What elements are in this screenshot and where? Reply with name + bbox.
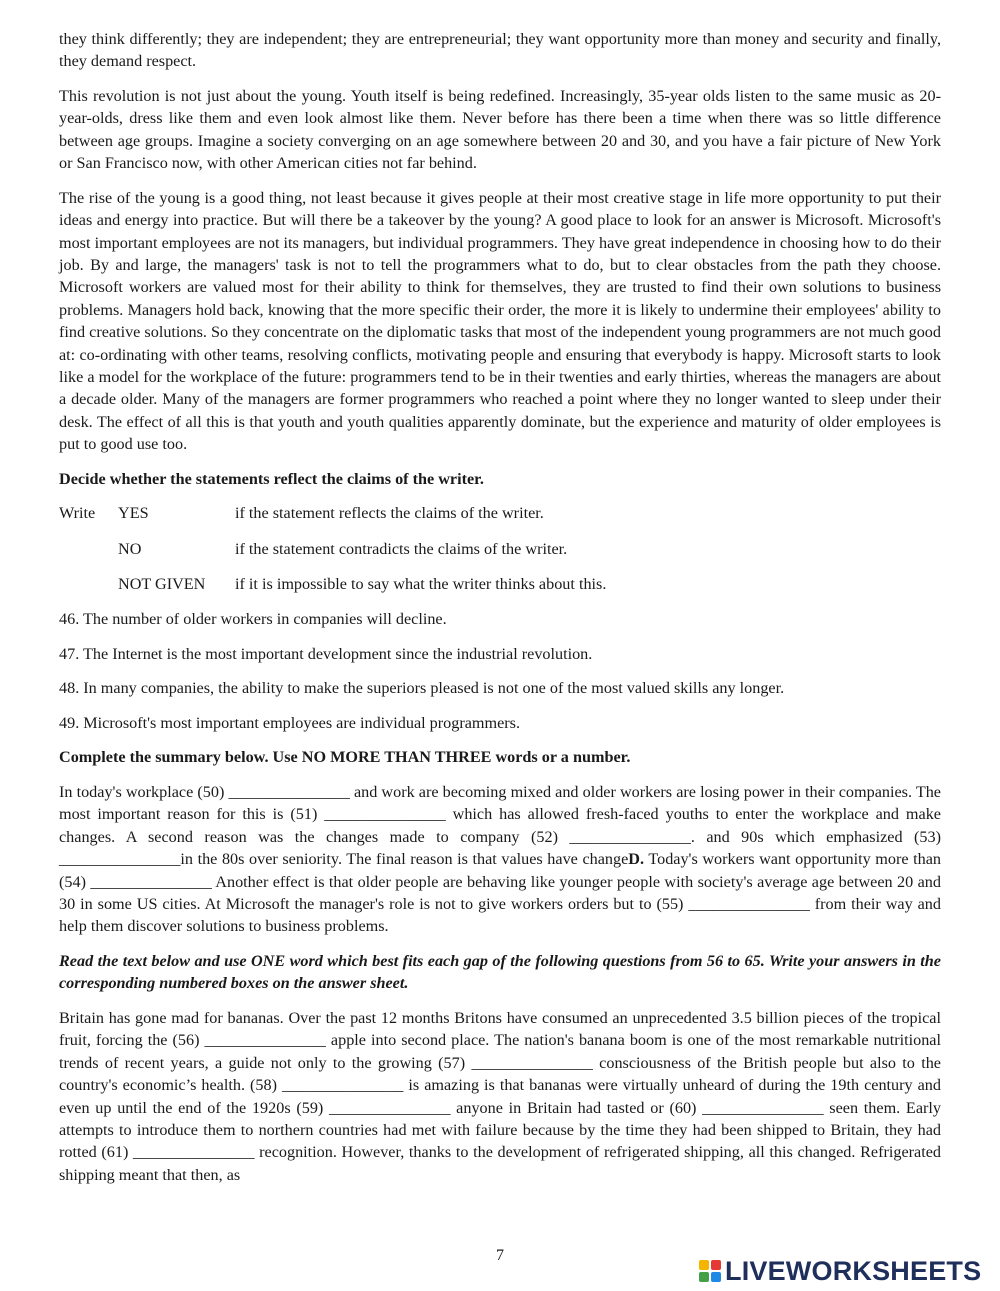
- question-47: 47. The Internet is the most important development since the industrial revolution.: [59, 644, 593, 663]
- legend-write-label: Write: [59, 504, 96, 523]
- legend-key-no: NO: [118, 539, 142, 558]
- passage-paragraph-3: The rise of the young is a good thing, not least because it gives people at their most creative stage in life more opportunity to put their ideas and energy into practice. But will there be a takeover by the young? A good place to look for an answer is Microsoft. Microsoft's most important employees are not its managers, but individual programmers. They have great independence in choosing how to do their job. By and large, the managers' task is not to tell the programmers what to do, but to clear obstacles from the path they choose. Microsoft workers are valued most for their ability to think for themselves, they are trusted to find their own solutions to business problems. Managers hold back, knowing that the more specific their order, the more it is likely to undermine their employees' ability to find creative solutions. So they concentrate on the diplomatic tasks that most of the independent young programmers are not much good at: co-ordinating with other teams, resolving conflicts, motivating people and ensuring that everybody is happy. Microsoft starts to look like a model for the workplace of the future: programmers tend to be in their twenties and early thirties, whereas the managers are about a decade older. Many of the managers are former programmers who reached a point where they no longer wanted to sleep under their desk. The effect of all this is that youth and youth qualities apparently dominate, but the experience and maturity of older employees is put to good use too.: [59, 188, 941, 454]
- legend-desc-not-given: if it is impossible to say what the writer thinks about this.: [235, 574, 607, 593]
- question-48: 48. In many companies, the ability to make the superiors pleased is not one of the most valued skills any longer.: [59, 679, 785, 698]
- question-49: 49. Microsoft's most important employees are individual programmers.: [59, 713, 521, 732]
- liveworksheets-brand-text: LIVEWORKSHEETS: [725, 1255, 982, 1286]
- legend-row-not-given: [59, 573, 941, 595]
- liveworksheets-logo-icon: [699, 1260, 721, 1282]
- section1-instruction: Decide whether the statements reflect the claims of the writer.: [59, 469, 484, 488]
- legend-key-not-given: NOT GIVEN: [118, 574, 206, 593]
- section3-instruction: Read the text below and use ONE word which best fits each gap of the following questions from 56 to 65. Write your answers in the corresponding numbered boxes on the answer sheet.: [59, 952, 941, 993]
- legend-key-yes: YES: [118, 504, 149, 523]
- summary-bold-letter: D.: [628, 850, 645, 869]
- legend-row-no: [59, 538, 941, 560]
- summary-text-part-2: Today's workers want opportunity more than (54) _______________ Another effect is that older people are behaving like younger people with society's average age between 20 and 30 in some US cities. At Microsoft the manager's role is not to give workers orders but to (55) _______________ from their way and help them discover solutions to business problems.: [59, 850, 941, 936]
- worksheet-page: [59, 28, 941, 1198]
- cloze-passage: Britain has gone mad for bananas. Over the past 12 months Britons have consumed an unprecedented 3.5 billion pieces of the tropical fruit, forcing the (56) _______________ apple into second place. The nation's banana boom is one of the most remarkable nutritional trends of recent years, a guide not only to the growing (57) _______________ consciousness of the British people but also to the country's economic’s health. (58) _______________ is amazing is that bananas were virtually unheard of during the 19th century and even up until the end of the 1920s (59) _______________ anyone in Britain had tasted or (60) _______________ seen them. Early attempts to introduce them to northern countries had met with failure because by the time they had been shipped to Britain, they had rotted (61) _______________ recognition. However, thanks to the development of refrigerated shipping, all this changed. Refrigerated shipping meant that then, as: [59, 1009, 941, 1184]
- question-46: 46. The number of older workers in companies will decline.: [59, 610, 447, 629]
- summary-text-part-1: In today's workplace (50) _______________ and work are becoming mixed and older workers are losing power in their companies. The most important reason for this is (51) _______________ which has allowed fresh-faced youths to enter the workplace and make changes. A second reason was the changes made to company (52) _______________. and 90s which emphasized (53) _______________in the 80s over seniority. The final reason is that values have change: [59, 783, 941, 869]
- legend-desc-yes: if the statement reflects the claims of the writer.: [235, 504, 544, 523]
- liveworksheets-logo: [699, 1254, 981, 1288]
- page-number: 7: [496, 1247, 504, 1264]
- passage-paragraph-2: This revolution is not just about the young. Youth itself is being redefined. Increasingly, 35-year olds listen to the same music as 20-year-olds, dress like them and even look almost like them. Never before has there been a time when there was so little difference between age groups. Imagine a society converging on an age somewhere between 20 and 30, and you have a fair picture of New York or San Francisco now, with other American cities not far behind.: [59, 87, 941, 173]
- section2-instruction: Complete the summary below. Use NO MORE THAN THREE words or a number.: [59, 748, 631, 767]
- legend-row-yes: [59, 502, 941, 524]
- legend-desc-no: if the statement contradicts the claims of the writer.: [235, 539, 568, 558]
- summary-paragraph: [59, 781, 941, 938]
- passage-paragraph-1: they think differently; they are independent; they are entrepreneurial; they want opportunity more than money and security and finally, they demand respect.: [59, 30, 941, 71]
